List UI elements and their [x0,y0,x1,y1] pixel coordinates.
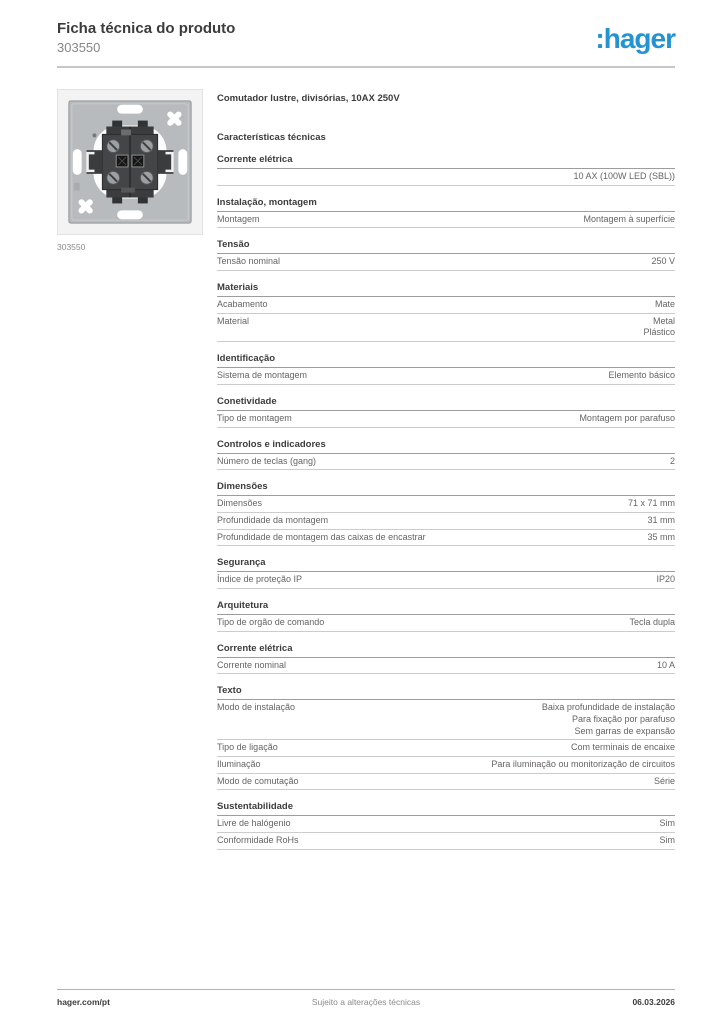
footer-divider [57,989,675,991]
header-title-block [57,20,235,55]
product-image-caption: 303550 [57,242,86,252]
spec-section [217,600,675,632]
spec-row-label: Montagem [217,213,260,224]
spec-row-value: Série [653,775,675,786]
spec-row-label: Material [217,315,250,326]
spec-row-label: Tipo de orgão de comando [217,616,325,627]
spec-row-value: Sim [659,818,675,829]
spec-row [217,774,675,791]
header-divider [57,66,675,68]
product-number: 303550 [57,40,101,55]
spec-row-value: Para iluminação ou monitorização de circuitos [491,759,675,770]
spec-row-label: Modo de comutação [217,775,299,786]
spec-row-value: Tecla dupla [629,616,675,627]
spec-section-title: Sustentabilidade [217,801,675,816]
spec-row-label: Tensão nominal [217,256,281,267]
spec-row [217,368,675,385]
spec-row-label: Tipo de ligação [217,742,278,753]
spec-section [217,643,675,675]
spec-section-title: Conetividade [217,396,675,411]
page-title: Ficha técnica do produto [57,20,236,37]
spec-section [217,481,675,546]
spec-section-title: Tensão [217,239,675,254]
spec-section [217,353,675,385]
spec-row-label: Modo de instalação [217,702,296,713]
spec-section [217,197,675,229]
spec-row [217,496,675,513]
spec-section-title: Instalação, montagem [217,197,675,212]
spec-section [217,801,675,849]
spec-row-label: Sistema de montagem [217,370,308,381]
page-footer [57,997,675,1007]
spec-row-value: Metal Plástico [643,315,675,338]
spec-section-title: Dimensões [217,481,675,496]
spec-row-label: Índice de proteção IP [217,574,303,585]
spec-section [217,282,675,342]
spec-row-value: 10 AX (100W LED (SBL)) [573,171,675,181]
spec-row [217,169,675,186]
spec-section [217,396,675,428]
spec-row-label: Corrente nominal [217,659,287,670]
spec-row [217,411,675,428]
spec-section-title: Texto [217,685,675,700]
spec-row-value: Montagem por parafuso [579,412,675,423]
spec-row-value: 250 V [651,256,675,267]
spec-section-title: Controlos e indicadores [217,439,675,454]
spec-section-title: Corrente elétrica [217,154,675,169]
spec-row-label: Conformidade RoHs [217,835,299,846]
main-content [57,89,675,850]
spec-section [217,154,675,186]
spec-row [217,740,675,757]
spec-row-label: Tipo de montagem [217,412,292,423]
spec-row [217,757,675,774]
spec-section-title: Segurança [217,557,675,572]
characteristics-heading: Características técnicas [217,132,326,143]
spec-row [217,572,675,589]
spec-row [217,212,675,229]
product-figure [57,89,203,252]
spec-row-value: Baixa profundidade de instalação Para fixação por parafuso Sem garras de expansão [541,702,675,736]
spec-row [217,700,675,740]
spec-section [217,557,675,589]
switch-mechanism-illustration [58,90,202,234]
spec-row-value: 71 x 71 mm [627,498,675,509]
spec-row [217,513,675,530]
footer-date: 06.03.2026 [632,997,675,1007]
spec-row [217,615,675,632]
spec-row-label: Número de teclas (gang) [217,455,317,466]
spec-row-value: IP20 [656,574,675,585]
spec-row-value: Com terminais de encaixe [570,742,675,753]
spec-row-value: 10 A [656,659,675,670]
spec-row-value: Montagem à superfície [583,213,675,224]
spec-row [217,530,675,547]
spec-section [217,685,675,790]
spec-row-label: Iluminação [217,759,261,770]
spec-row [217,297,675,314]
spec-row-value: Elemento básico [608,370,675,381]
footer-website: hager.com/pt [57,997,110,1007]
spec-row [217,816,675,833]
spec-row-label: Profundidade da montagem [217,514,329,525]
spec-row-value: 31 mm [647,514,675,525]
spec-section-title: Identificação [217,353,675,368]
spec-row [217,254,675,271]
hager-logo: :hager [595,23,675,54]
spec-row-label: Acabamento [217,299,268,310]
spec-row-value: Mate [654,299,675,310]
product-name: Comutador lustre, divisórias, 10AX 250V [217,93,400,104]
spec-row-value: Sim [659,835,675,846]
spec-section [217,439,675,471]
product-image [57,89,203,235]
spec-section [217,239,675,271]
spec-row [217,833,675,850]
spec-row-label: Profundidade de montagem das caixas de encastrar [217,531,426,542]
spec-row-label: Livre de halógenio [217,818,291,829]
spec-section-title: Corrente elétrica [217,643,675,658]
spec-sections [217,154,675,850]
spec-row-value: 35 mm [647,531,675,542]
page-header [57,20,675,55]
spec-row [217,658,675,675]
spec-row-value: 2 [669,455,675,466]
spec-section-title: Arquitetura [217,600,675,615]
spec-row-label: Dimensões [217,498,263,509]
footer-disclaimer: Sujeito a alterações técnicas [311,997,421,1007]
spec-row [217,314,675,342]
spec-content [217,89,675,850]
spec-section-title: Materiais [217,282,675,297]
spec-row [217,454,675,471]
